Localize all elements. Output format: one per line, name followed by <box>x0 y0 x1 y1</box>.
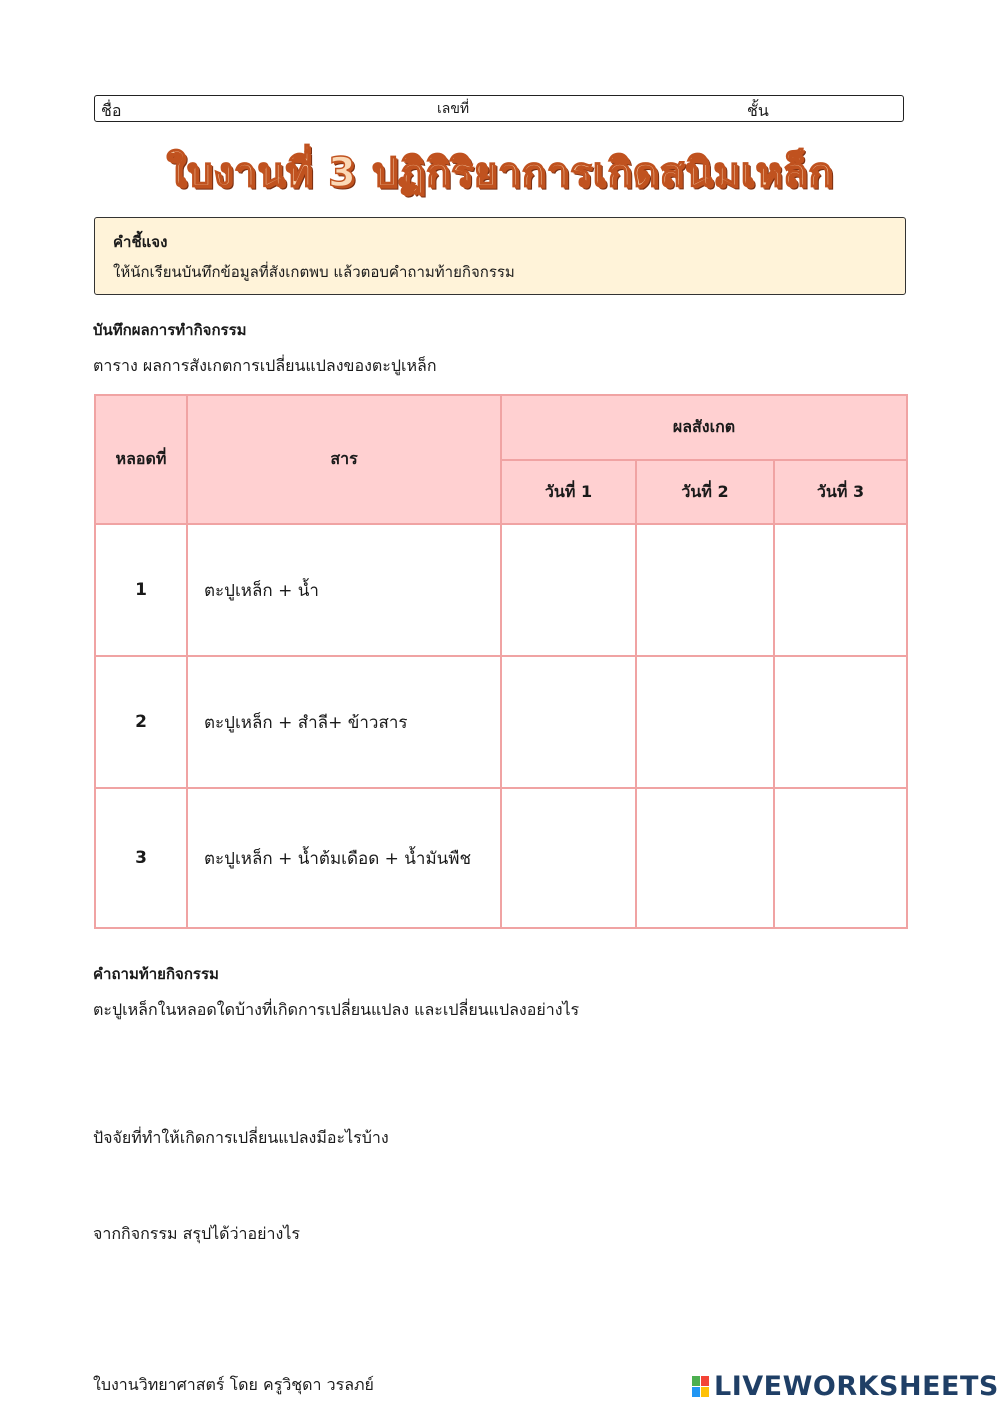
liveworksheets-logo[interactable] <box>692 1371 999 1402</box>
answer-area-3[interactable] <box>93 1252 905 1352</box>
questions-heading: คำถามท้ายกิจกรรม <box>93 965 219 983</box>
table-row <box>95 788 907 928</box>
logo-text: LIVEWORKSHEETS <box>714 1371 999 1402</box>
question-3: จากกิจกรรม สรุปได้ว่าอย่างไร <box>93 1224 300 1243</box>
observation-table <box>94 394 908 929</box>
substance-cell: ตะปูเหล็ก + สำลี+ ข้าวสาร <box>187 656 501 788</box>
header-day-1: วันที่ 1 <box>501 460 636 524</box>
tube-number: 2 <box>95 656 187 788</box>
table-caption: ตาราง ผลการสังเกตการเปลี่ยนแปลงของตะปูเหล็ก <box>93 356 437 375</box>
header-substance: สาร <box>187 395 501 524</box>
observation-cell-day-2[interactable] <box>636 788 774 928</box>
footer-credit: ใบงานวิทยาศาสตร์ โดย ครูวิชุดา วรลภย์ <box>93 1375 374 1394</box>
tube-number: 3 <box>95 788 187 928</box>
question-1: ตะปูเหล็กในหลอดใดบ้างที่เกิดการเปลี่ยนแปลง และเปลี่ยนแปลงอย่างไร <box>93 1000 580 1019</box>
tube-number: 1 <box>95 524 187 656</box>
header-day-3: วันที่ 3 <box>774 460 907 524</box>
observation-cell-day-3[interactable] <box>774 524 907 656</box>
worksheet-title: ใบงานที่ 3 ปฏิกิริยาการเกิดสนิมเหล็ก <box>166 150 834 196</box>
observation-cell-day-1[interactable] <box>501 656 636 788</box>
answer-area-2[interactable] <box>93 1156 905 1216</box>
substance-cell: ตะปูเหล็ก + น้ำต้มเดือด + น้ำมันพืช <box>187 788 501 928</box>
class-label: ชั้น <box>747 101 769 120</box>
instructions-body: ให้นักเรียนบันทึกข้อมูลที่สังเกตพบ แล้วตอบคำถามท้ายกิจกรรม <box>113 263 515 281</box>
answer-area-1[interactable] <box>93 1028 905 1118</box>
student-info-bar <box>94 95 904 122</box>
observation-cell-day-1[interactable] <box>501 788 636 928</box>
header-observation: ผลสังเกต <box>501 395 907 460</box>
number-label: เลขที่ <box>437 101 470 117</box>
liveworksheets-mark-icon <box>692 1376 710 1398</box>
header-day-2: วันที่ 2 <box>636 460 774 524</box>
question-2: ปัจจัยที่ทำให้เกิดการเปลี่ยนแปลงมีอะไรบ้าง <box>93 1128 389 1147</box>
observation-cell-day-1[interactable] <box>501 524 636 656</box>
observation-cell-day-3[interactable] <box>774 788 907 928</box>
instructions-box <box>94 217 906 295</box>
name-label: ชื่อ <box>101 101 122 120</box>
table-row <box>95 656 907 788</box>
observation-cell-day-3[interactable] <box>774 656 907 788</box>
observation-cell-day-2[interactable] <box>636 656 774 788</box>
table-row <box>95 524 907 656</box>
substance-cell: ตะปูเหล็ก + น้ำ <box>187 524 501 656</box>
record-heading: บันทึกผลการทำกิจกรรม <box>93 321 247 339</box>
instructions-heading: คำชี้แจง <box>113 233 168 251</box>
header-tube: หลอดที่ <box>95 395 187 524</box>
observation-cell-day-2[interactable] <box>636 524 774 656</box>
